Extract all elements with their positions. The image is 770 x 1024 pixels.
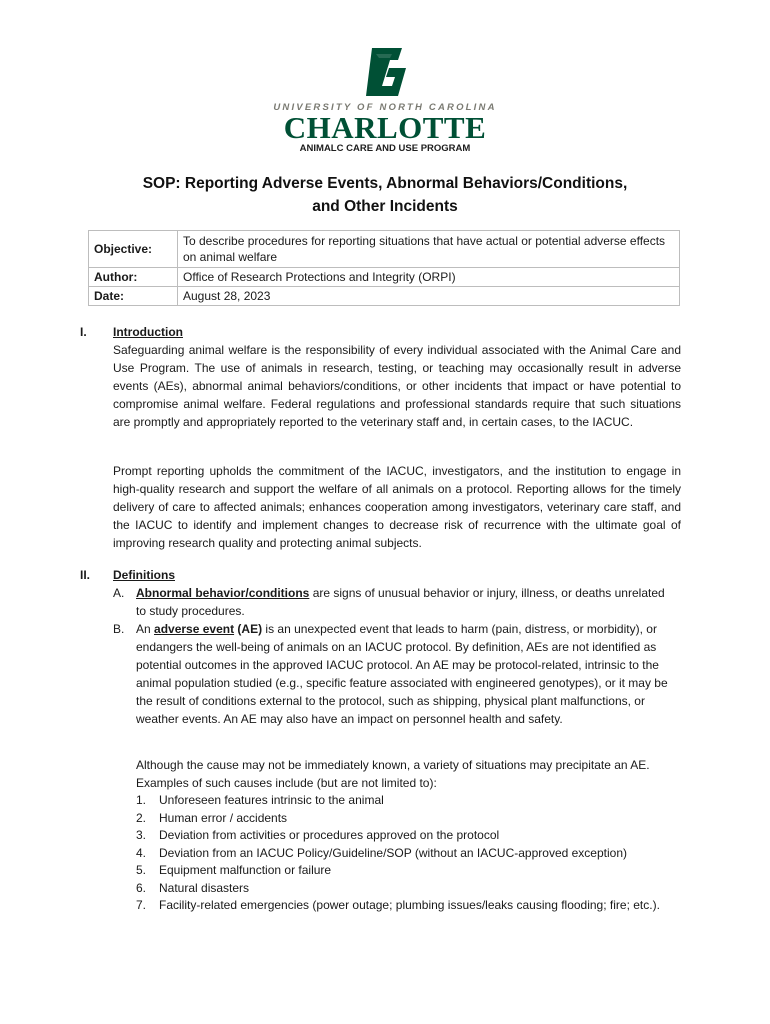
list-item-text: Deviation from an IACUC Policy/Guideline/SOP (without an IACUC-approved exception) — [159, 845, 627, 860]
program-name: ANIMALC CARE AND USE PROGRAM — [299, 143, 471, 154]
intro-paragraph-1: Safeguarding animal welfare is the responsibility of every individual associated with the Animal Care and Use Program. The use of animals in research, testing, or teaching may occasionally result in adverse events (AEs), abnormal animal behaviors/conditions, or other incidents that impact or have potential to compromise animal welfare. Federal regulations and professional standards require that such situations are promptly and appropriately reported to the veterinary staff and, in certain cases, to the IACUC. — [113, 343, 681, 429]
definition-a-term: Abnormal behavior/conditions — [136, 586, 310, 600]
section-1-numeral: I. — [80, 325, 87, 339]
list-item-text: Unforeseen features intrinsic to the animal — [159, 793, 384, 807]
list-item-number: 5. — [136, 863, 147, 877]
author-value: Office of Research Protections and Integrity (ORPI) — [178, 268, 680, 287]
date-value: August 28, 2023 — [178, 287, 680, 306]
university-name: UNIVERSITY OF NORTH CAROLINA — [273, 102, 497, 113]
objective-label: Objective: — [89, 231, 178, 268]
list-item-text: Equipment malfunction or failure — [159, 863, 332, 877]
definition-a-text — [136, 584, 676, 620]
definition-b-pre: An — [136, 622, 155, 636]
list-item-text: Facility-related emergencies (power outage; plumbing issues/leaks causing flooding; fire; etc.). — [159, 898, 660, 912]
definition-a-letter: A. — [113, 586, 125, 600]
title-line-2: and Other Incidents — [312, 198, 458, 215]
document-title — [0, 172, 770, 218]
title-line-1: SOP: Reporting Adverse Events, Abnormal Behaviors/Conditions, — [142, 175, 628, 192]
definition-a-body: are signs of unusual behavior or injury, illness, or deaths unrelated to study procedures. — [136, 586, 665, 618]
causes-intro-text: Although the cause may not be immediately known, a variety of situations may precipitate an AE. Examples of such causes include (but are not limited to): — [136, 758, 650, 790]
list-item-number: 3. — [136, 828, 147, 842]
date-label: Date: — [89, 287, 178, 306]
list-item — [136, 810, 676, 828]
objective-value: To describe procedures for reporting situations that have actual or potential adverse effects on animal welfare — [178, 231, 680, 268]
list-item-number: 6. — [136, 880, 147, 895]
list-item — [136, 897, 676, 915]
list-item-number: 2. — [136, 810, 147, 825]
date-row — [89, 287, 680, 306]
section-2-heading: Definitions — [113, 568, 175, 582]
definition-b-abbr: (AE) — [234, 622, 263, 636]
sop-info-table — [88, 230, 680, 306]
uncc-logo-icon — [362, 46, 408, 98]
definition-b-letter: B. — [113, 622, 125, 636]
list-item — [136, 792, 676, 810]
section-1-heading: Introduction — [113, 325, 183, 339]
objective-row — [89, 231, 680, 268]
definition-b-body: is an unexpected event that leads to harm (pain, distress, or morbidity), or endangers the well-being of animals on an IACUC protocol. By definition, AEs are not identified as potential outcomes in the approved IACUC protocol. An AE may be protocol-related, intrinsic to the animal population studied (e.g., specific feature associated with engineered genotypes), or it may be the result of conditions external to the protocol, such as shipping, physical plant malfunctions, or weather events. An AE may also have an impact on personnel health and safety. — [136, 622, 668, 726]
definition-b-text — [136, 620, 676, 728]
intro-paragraph-2: Prompt reporting upholds the commitment of the IACUC, investigators, and the institution to engage in high-quality research and support the welfare of all animals on a protocol. Reporting allows for the timely delivery of care to affected animals; enhances cooperation among investigators, veterinary care staff, and the IACUC to identify and implement changes to decrease risk of recurrence with the ultimate goal of improving research quality and protecting animal subjects. — [113, 464, 681, 550]
list-item — [136, 827, 676, 845]
charlotte-wordmark: CHARLOTTE — [283, 110, 487, 145]
author-label: Author: — [89, 268, 178, 287]
list-item — [136, 845, 676, 863]
list-item — [136, 862, 676, 880]
list-item-text: Deviation from activities or procedures approved on the protocol — [159, 828, 500, 842]
list-item-number: 1. — [136, 793, 147, 807]
list-item-number: 4. — [136, 845, 147, 860]
causes-list — [136, 792, 676, 915]
section-2-numeral: II. — [80, 568, 91, 582]
list-item-number: 7. — [136, 898, 147, 912]
author-row — [89, 268, 680, 287]
definition-b-term: adverse event — [154, 622, 235, 636]
list-item-text: Human error / accidents — [159, 810, 288, 825]
list-item — [136, 880, 676, 898]
list-item-text: Natural disasters — [159, 880, 250, 895]
